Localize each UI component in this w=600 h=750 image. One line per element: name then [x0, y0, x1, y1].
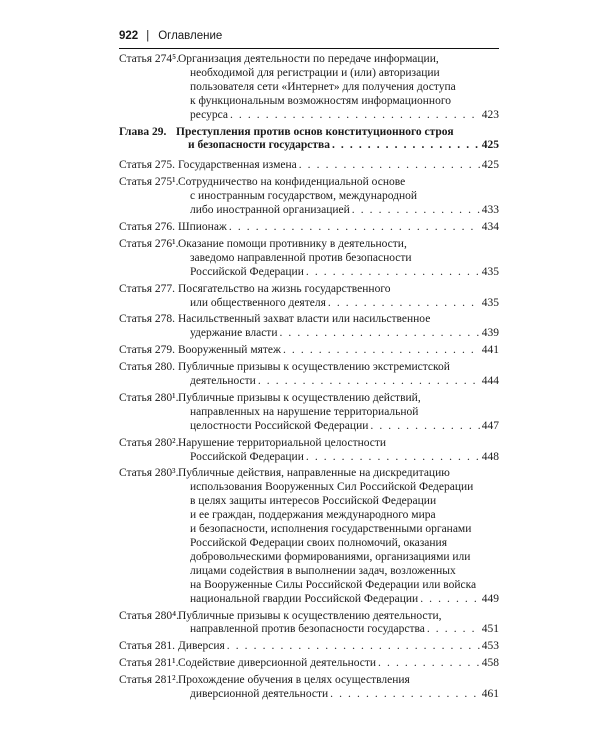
entry-title-line [178, 297, 499, 311]
entry-title-line: Организация деятельности по передаче информации, [178, 53, 439, 65]
toc-entry [119, 640, 499, 654]
entry-page-number: 439 [481, 327, 499, 340]
entry-title-line: Публичные призывы к осуществлению деятельности, [178, 609, 442, 622]
entry-title-line [178, 375, 499, 389]
entry-title [178, 674, 499, 702]
dot-leader [283, 344, 480, 358]
entry-page-number: 444 [481, 375, 499, 388]
entry-page-number: 425 [481, 159, 499, 172]
toc-entry [119, 221, 499, 235]
toc-entry [119, 467, 499, 606]
article-label: Статья 281¹. [119, 657, 179, 670]
entry-title-line: Насильственный захват власти или насильственное [178, 313, 431, 326]
entry-page-number: 435 [481, 296, 499, 309]
entry-title-line: в целях защиты интересов Российской Федерации [190, 495, 437, 508]
dot-leader [427, 623, 480, 637]
entry-title-line [178, 593, 499, 607]
entry-page-number: 423 [481, 108, 499, 121]
entry-title-line [178, 623, 499, 637]
header-rule [119, 48, 499, 49]
entry-title [178, 176, 499, 218]
entry-title-line [178, 640, 499, 654]
entry-title-line: необходимой для регистрации и (или) авторизации [190, 66, 440, 79]
entry-title-line: Прохождение обучения в целях осуществления [178, 674, 410, 687]
entry-title-line: на Вооруженные Силы Российской Федерации или войска [190, 578, 477, 591]
article-label: Статья 280⁴. [119, 609, 180, 622]
entry-title [178, 283, 499, 311]
table-of-contents [119, 53, 499, 705]
article-label: Статья 278. [119, 313, 176, 326]
dot-leader [330, 688, 480, 702]
dot-leader [258, 375, 480, 389]
entry-title-text: целостности Российской Федерации [190, 419, 369, 432]
toc-entry [119, 674, 499, 702]
entry-title [176, 126, 499, 154]
toc-entry [119, 610, 499, 638]
article-label: Статья 280. [119, 361, 176, 374]
entry-title-line [178, 344, 499, 358]
dot-leader [227, 640, 480, 654]
entry-title-line: Оказание помощи противнику в деятельности, [178, 237, 407, 250]
entry-title-text: либо иностранной организацией [190, 204, 350, 217]
entry-title-line: Российской Федерации своих полномочий, оказания [190, 537, 447, 549]
entry-title-line: Сотрудничество на конфиденциальной основе [178, 176, 406, 189]
dot-leader [230, 109, 480, 123]
entry-title-text: направленной против безопасности государства [190, 623, 425, 636]
entry-title-line [178, 420, 499, 434]
entry-title [178, 344, 499, 358]
entry-title-text: Диверсия [178, 640, 225, 653]
entry-title-text: диверсионной деятельности [190, 688, 329, 701]
entry-title-line: Публичные призывы к осуществлению экстремистской [178, 361, 450, 374]
header-section-title: Оглавление [158, 30, 223, 42]
entry-title-line [178, 204, 499, 218]
entry-title-text: удержание власти [190, 327, 278, 340]
article-label: Статья 277. [119, 282, 176, 295]
entry-title-text: деятельности [190, 375, 256, 388]
entry-page-number: 449 [481, 592, 499, 605]
toc-entry [119, 53, 499, 123]
article-label: Статья 281. [119, 640, 176, 653]
article-label: Статья 275. [119, 159, 176, 172]
toc-entry [119, 392, 499, 434]
entry-title [178, 238, 499, 280]
entry-page-number: 461 [481, 688, 499, 701]
dot-leader [370, 420, 479, 434]
entry-title [178, 467, 499, 606]
entry-title-line [176, 139, 499, 153]
entry-page-number: 435 [481, 265, 499, 278]
entry-title-line: пользователя сети «Интернет» для получения доступа [190, 80, 456, 93]
dot-leader [299, 159, 480, 173]
entry-title-line [178, 109, 499, 123]
entry-page-number: 425 [481, 139, 499, 152]
entry-page-number: 434 [481, 220, 499, 233]
entry-title [178, 640, 499, 654]
entry-title-text: и безопасности государства [188, 139, 330, 152]
entry-title-line: Публичные призывы к осуществлению действий, [178, 391, 421, 404]
dot-leader [328, 297, 480, 311]
entry-page-number: 453 [481, 640, 499, 653]
toc-entry [119, 176, 499, 218]
entry-title [178, 437, 499, 465]
entry-page-number: 447 [481, 419, 499, 432]
entry-title-text: или общественного деятеля [190, 296, 326, 309]
entry-title-text: Содействие диверсионной деятельности [178, 657, 377, 670]
entry-title-text: Российской Федерации [190, 450, 304, 463]
entry-title-line [178, 221, 499, 235]
entry-title-line: использования Вооруженных Сил Российской Федерации [190, 481, 474, 494]
toc-entry [119, 238, 499, 280]
toc-entry [119, 159, 499, 173]
toc-entry [119, 283, 499, 311]
entry-title-line [178, 159, 499, 173]
article-label: Статья 281². [119, 674, 179, 687]
entry-title-text: ресурса [190, 108, 228, 121]
entry-title-line: Публичные действия, направленные на дискредитацию [178, 467, 450, 480]
chapter-label: Глава 29. [119, 125, 167, 138]
entry-title-text: Государственная измена [178, 159, 297, 172]
entry-title-line: с иностранным государством, международной [190, 190, 418, 203]
entry-title [178, 361, 499, 389]
entry-title-line: к функциональным возможностям информационного [190, 94, 452, 107]
article-label: Статья 274⁵. [119, 53, 180, 65]
entry-page-number: 441 [481, 344, 499, 357]
entry-title-line: и безопасности, исполнения государственными органами [190, 523, 472, 536]
entry-title [178, 610, 499, 638]
entry-title-line: лицами содействия в выполнении задач, возложенных [190, 564, 456, 577]
entry-title-line [178, 266, 499, 280]
article-label: Статья 280³. [119, 467, 179, 480]
toc-entry [119, 657, 499, 671]
dot-leader [332, 139, 480, 153]
article-label: Статья 275¹. [119, 176, 179, 189]
entry-title-line [178, 688, 499, 702]
entry-title [178, 221, 499, 235]
dot-leader [306, 266, 480, 280]
article-label: Статья 276¹. [119, 237, 179, 250]
article-label: Статья 279. [119, 344, 176, 357]
entry-page-number: 448 [481, 450, 499, 463]
entry-title [178, 392, 499, 434]
article-label: Статья 280¹. [119, 391, 179, 404]
entry-title-line [178, 327, 499, 341]
entry-title-line: добровольческими формированиями, организациями или [190, 550, 471, 563]
entry-title [178, 313, 499, 341]
entry-title-text: национальной гвардии Российской Федерации [190, 592, 419, 605]
toc-chapter-entry [119, 126, 499, 154]
entry-title-line: и ее граждан, поддержания международного мира [190, 509, 436, 522]
entry-title [178, 159, 499, 173]
entry-title [178, 657, 499, 671]
dot-leader [420, 593, 480, 607]
article-label: Статья 276. [119, 220, 176, 233]
entry-page-number: 451 [481, 623, 499, 636]
dot-leader [352, 204, 480, 218]
entry-title-line: Преступления против основ конституционного строя [176, 125, 454, 138]
toc-entry [119, 313, 499, 341]
dot-leader [306, 451, 480, 465]
entry-title-line: Посягательство на жизнь государственного [178, 282, 391, 295]
entry-title-line [178, 657, 499, 671]
header-page-number: 922 [119, 30, 139, 42]
article-label: Статья 280². [119, 436, 179, 449]
dot-leader [229, 221, 480, 235]
entry-title [178, 53, 499, 123]
toc-entry [119, 361, 499, 389]
entry-title-line: заведомо направленной против безопасности [190, 251, 412, 264]
entry-title-text: Шпионаж [178, 220, 227, 233]
entry-title-line [178, 451, 499, 465]
toc-entry [119, 437, 499, 465]
toc-entry [119, 344, 499, 358]
entry-page-number: 433 [481, 204, 499, 217]
entry-title-text: Российской Федерации [190, 265, 304, 278]
dot-leader [378, 657, 480, 671]
entry-title-line: Нарушение территориальной целостности [178, 436, 387, 449]
header-separator: | [146, 30, 150, 42]
running-header [119, 30, 222, 42]
entry-page-number: 458 [481, 657, 499, 670]
dot-leader [279, 327, 479, 341]
entry-title-line: направленных на нарушение территориальной [190, 405, 419, 418]
entry-title-text: Вооруженный мятеж [178, 344, 281, 357]
